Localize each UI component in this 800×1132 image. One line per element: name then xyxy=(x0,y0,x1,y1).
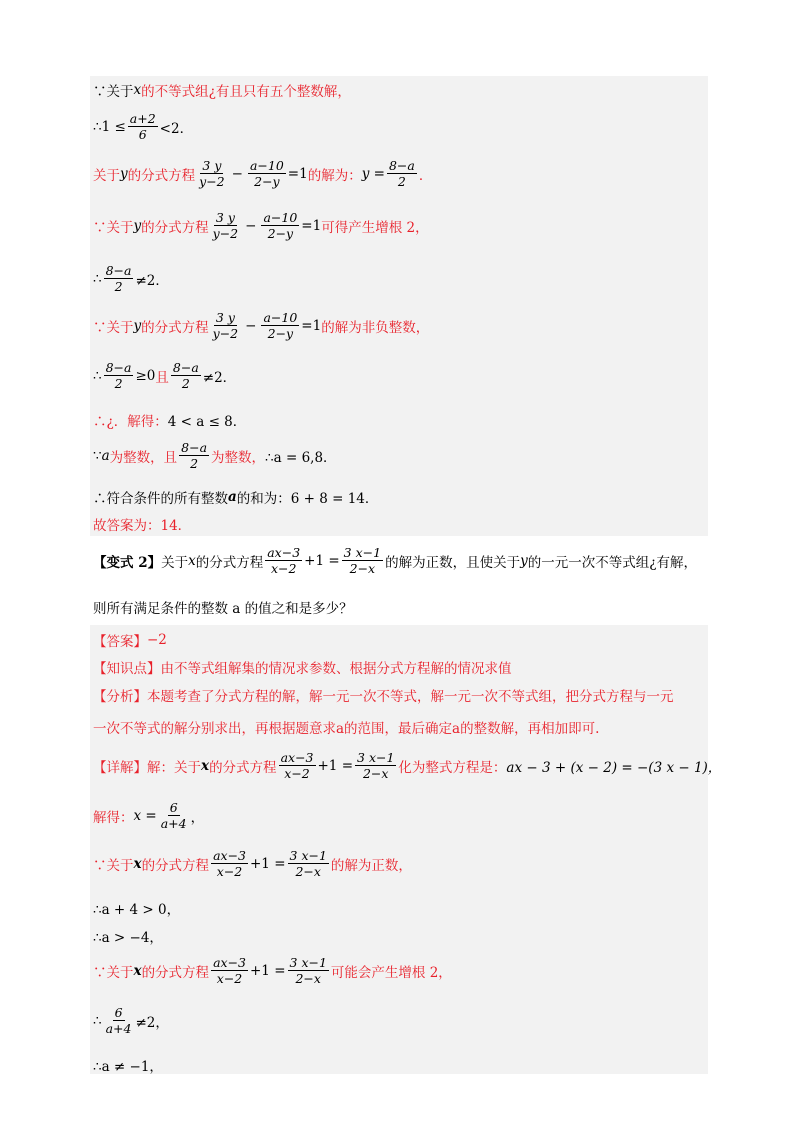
text: 的解为正数，且使关于 xyxy=(385,554,521,571)
math: ∴a ≠ −1， xyxy=(93,1059,163,1075)
analysis-text: 一次不等式的解分别求出，再根据题意求a的范围，最后确定a的整数解，再相加即可. xyxy=(93,721,600,737)
s2-analysis-1 xyxy=(93,685,674,705)
fraction xyxy=(279,750,316,781)
text: ∵关于 xyxy=(93,857,134,874)
var: a xyxy=(228,489,237,505)
text: 的分式方程 xyxy=(209,759,277,776)
text: 解：关于 xyxy=(147,759,201,776)
math: x = xyxy=(133,807,157,824)
math: +1 = xyxy=(304,552,340,569)
denominator: 2 xyxy=(397,174,406,189)
var: y xyxy=(133,217,142,234)
var: x xyxy=(201,757,210,774)
variant-question-line1 xyxy=(93,545,697,576)
text: 的分式方程 xyxy=(141,319,209,336)
fraction xyxy=(211,848,248,879)
denominator: 2−y xyxy=(267,226,294,241)
fraction xyxy=(261,210,299,241)
fraction xyxy=(288,848,329,879)
text: 的和为： xyxy=(236,491,291,507)
text: ∵关于 xyxy=(93,964,134,981)
denominator: x−2 xyxy=(284,766,310,781)
numerator: 6 xyxy=(114,1005,123,1020)
analysis-text: 本题考查了分式方程的解，解一元一次不等式，解一元一次不等式组，把分式方程与一元 xyxy=(147,689,674,705)
fraction xyxy=(197,158,227,189)
s2-analysis-2 xyxy=(93,717,599,737)
s1-line7 xyxy=(93,360,236,391)
fraction xyxy=(248,158,286,189)
text: 的分式方程 xyxy=(195,554,264,571)
s1-line9 xyxy=(93,440,337,471)
numerator: 3 x−1 xyxy=(357,750,395,765)
answer-value: −2 xyxy=(147,632,167,648)
text: 可得产生增根 2， xyxy=(321,219,429,236)
operator: − xyxy=(231,165,243,182)
numerator: 3 y xyxy=(202,158,222,173)
var: x xyxy=(133,82,142,98)
s1-line6 xyxy=(93,310,429,341)
fraction xyxy=(211,955,248,986)
s2-line3 xyxy=(93,848,412,879)
text: 化为整式方程是： xyxy=(398,759,507,776)
numerator: ax−3 xyxy=(213,848,246,863)
text: 故答案为： xyxy=(93,518,161,534)
numerator: 3 y xyxy=(215,210,235,225)
numerator: a−10 xyxy=(249,158,284,173)
text: ≠2． xyxy=(202,369,237,386)
text: 的分式方程 xyxy=(141,964,210,981)
numerator: 3 x−1 xyxy=(289,848,327,863)
s2-line5 xyxy=(93,926,163,946)
s1-line8 xyxy=(93,410,246,430)
var: x xyxy=(133,855,142,872)
denominator: 2 xyxy=(181,376,190,391)
text: ∵ xyxy=(93,447,102,464)
s1-line10 xyxy=(93,487,378,507)
fraction xyxy=(288,955,329,986)
fraction xyxy=(128,111,158,142)
fraction xyxy=(211,310,241,341)
text: ≠2． xyxy=(135,272,169,289)
detail-tag: 【详解】 xyxy=(93,759,147,776)
denominator: 2 xyxy=(114,279,123,294)
text: 的分式方程 xyxy=(127,167,196,184)
text: 可能会产生增根 2， xyxy=(330,964,452,981)
denominator: 6 xyxy=(138,127,147,142)
denominator: x−2 xyxy=(216,864,243,879)
text: 为整数， xyxy=(211,449,266,466)
var: y xyxy=(520,552,528,569)
numerator: 3 x−1 xyxy=(289,955,327,970)
fraction xyxy=(355,750,396,781)
math: +1 = xyxy=(250,962,286,979)
s2-line7 xyxy=(93,1005,169,1036)
s2-line6 xyxy=(93,955,452,986)
text: <2． xyxy=(159,120,194,137)
math: 14． xyxy=(160,518,192,534)
numerator: ax−3 xyxy=(280,750,314,765)
fraction xyxy=(171,360,201,391)
var: x xyxy=(188,552,196,569)
text: ． xyxy=(418,167,433,184)
numerator: 3 x−1 xyxy=(343,545,382,560)
math: y = xyxy=(361,165,385,182)
denominator: 2−y xyxy=(254,174,280,189)
text: 则所有满足条件的整数 a 的值之和是多少？ xyxy=(93,601,353,617)
denominator: 2 xyxy=(114,376,123,391)
numerator: 3 y xyxy=(215,310,235,325)
analysis-tag: 【分析】 xyxy=(93,689,147,705)
fraction xyxy=(265,545,302,576)
math: +1 = xyxy=(317,757,354,774)
knowledge-tag: 【知识点】 xyxy=(93,661,161,677)
s1-line3 xyxy=(93,158,432,189)
s1-line1 xyxy=(93,80,351,100)
fraction xyxy=(211,210,241,241)
math: ∴a = 6,8． xyxy=(265,449,337,466)
var: y xyxy=(133,317,142,334)
text: 的解为： xyxy=(307,167,362,184)
text: ∴符合条件的所有整数 xyxy=(93,491,228,507)
text: 的解为正数， xyxy=(330,857,412,874)
denominator: x−2 xyxy=(270,561,297,576)
math: ∴a > −4， xyxy=(93,930,163,946)
s2-detail xyxy=(93,750,721,781)
text: 的分式方程 xyxy=(141,857,210,874)
s2-line4 xyxy=(93,898,180,918)
text: ∴¿．解得： xyxy=(93,414,168,430)
operator: − xyxy=(245,217,257,234)
text: ∵关于 xyxy=(93,219,134,236)
denominator: a+4 xyxy=(160,816,187,831)
numerator: ax−3 xyxy=(213,955,246,970)
numerator: ax−3 xyxy=(267,545,301,560)
fraction xyxy=(261,310,299,341)
variant-question-line2 xyxy=(93,597,353,617)
denominator: y−2 xyxy=(212,226,239,241)
numerator: 8−a xyxy=(181,440,208,455)
var: a xyxy=(101,447,110,464)
fraction xyxy=(179,440,209,471)
text: 解得： xyxy=(93,809,134,826)
numerator: a+2 xyxy=(129,111,156,126)
s1-line5 xyxy=(93,263,169,294)
denominator: x−2 xyxy=(216,971,243,986)
fraction xyxy=(342,545,383,576)
denominator: a+4 xyxy=(105,1021,132,1036)
text: 的一元一次不等式组¿有解， xyxy=(527,554,697,571)
numerator: a−10 xyxy=(263,210,298,225)
denominator: y−2 xyxy=(212,326,239,341)
math: ≥0 xyxy=(135,367,156,384)
s2-solve xyxy=(93,800,204,831)
answer-tag: 【答案】 xyxy=(93,634,147,650)
math: 4 < a ≤ 8． xyxy=(167,414,247,430)
variant-tag: 【变式 2】 xyxy=(93,554,162,571)
math: ∴a + 4 > 0， xyxy=(93,902,181,918)
equals: =1 xyxy=(301,317,322,334)
s2-answer xyxy=(93,630,167,650)
equals: =1 xyxy=(287,165,308,182)
s1-line11 xyxy=(93,514,191,534)
text: ∴1 ≤ xyxy=(93,118,126,135)
math: +1 = xyxy=(250,855,286,872)
text: 的解为非负整数， xyxy=(321,319,430,336)
text: ∵关于 xyxy=(93,319,134,336)
math: ≠2， xyxy=(135,1014,169,1031)
text: ∴ xyxy=(93,270,102,287)
text: ， xyxy=(190,809,205,826)
equals: =1 xyxy=(301,217,322,234)
fraction xyxy=(104,1005,134,1036)
text: 关于 xyxy=(161,554,189,571)
denominator: 2−x xyxy=(362,766,389,781)
numerator: 6 xyxy=(169,800,178,815)
denominator: 2−y xyxy=(267,326,294,341)
s1-line2 xyxy=(93,111,193,142)
text: 关于 xyxy=(93,167,120,184)
numerator: 8−a xyxy=(388,158,415,173)
numerator: 8−a xyxy=(172,360,199,375)
text: ∴ xyxy=(93,1012,102,1029)
text: 的分式方程 xyxy=(141,219,209,236)
math: ax − 3 + (x − 2) = −(3 x − 1)， xyxy=(506,759,722,776)
fraction xyxy=(104,263,134,294)
s1-line4 xyxy=(93,210,429,241)
math: 6 + 8 = 14． xyxy=(290,491,379,507)
denominator: 2−x xyxy=(349,561,376,576)
numerator: 8−a xyxy=(105,263,132,278)
denominator: 2−x xyxy=(295,971,321,986)
fraction xyxy=(159,800,189,831)
operator: − xyxy=(245,317,257,334)
numerator: 8−a xyxy=(105,360,132,375)
text: 的不等式组¿有且只有五个整数解， xyxy=(141,84,351,100)
text: ∵关于 xyxy=(93,84,134,100)
var: y xyxy=(120,165,128,182)
denominator: 2 xyxy=(190,456,199,471)
s2-line8 xyxy=(93,1055,163,1075)
text: 且 xyxy=(155,369,169,386)
s2-knowledge xyxy=(93,657,512,677)
denominator: y−2 xyxy=(199,174,225,189)
fraction xyxy=(387,158,417,189)
text: 为整数，且 xyxy=(109,449,178,466)
fraction xyxy=(104,360,134,391)
denominator: 2−x xyxy=(295,864,321,879)
knowledge-value: 由不等式组解集的情况求参数、根据分式方程解的情况求值 xyxy=(160,661,512,677)
text: ∴ xyxy=(93,367,102,384)
var: x xyxy=(133,962,142,979)
numerator: a−10 xyxy=(263,310,298,325)
